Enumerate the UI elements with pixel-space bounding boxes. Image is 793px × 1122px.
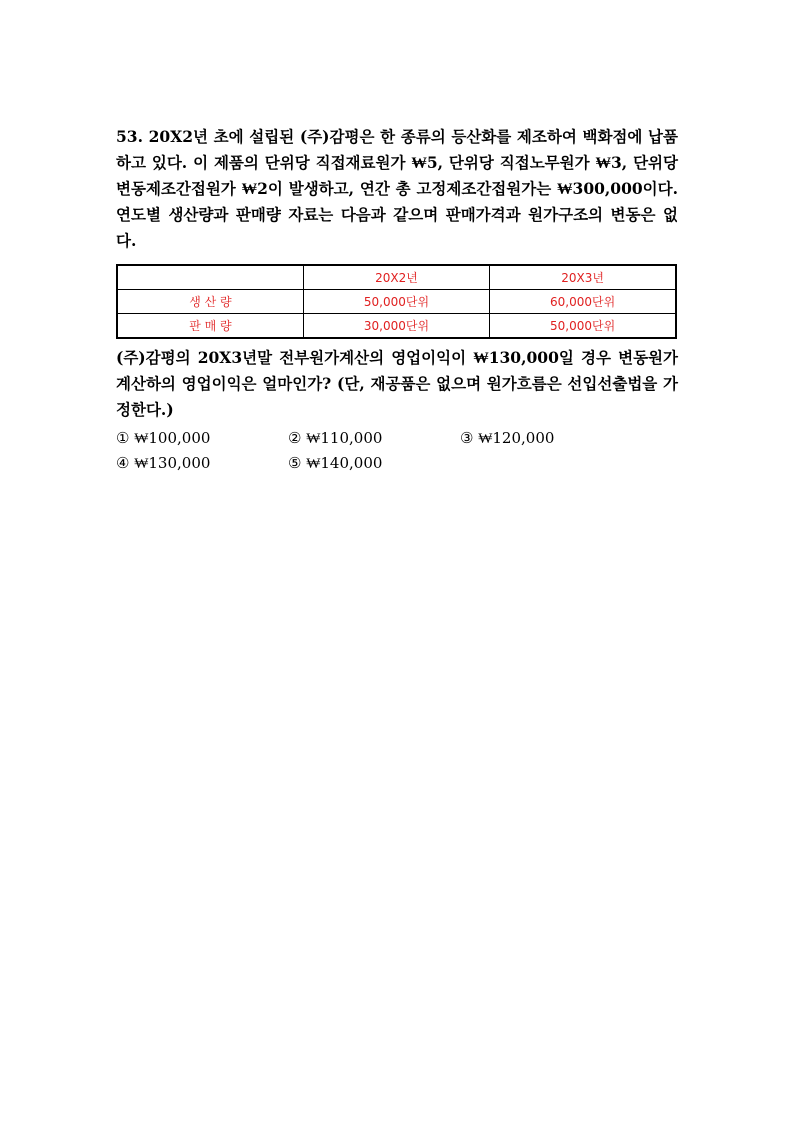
row-label-sales: 판 매 량 <box>117 314 303 339</box>
question-prompt: (주)감평의 20X3년말 전부원가계산의 영업이익이 ₩130,000일 경우 변동원가계산하의 영업이익은 얼마인가? (단, 재공품은 없으며 원가흐름은 선입선출법을 가정한다.) <box>116 348 678 419</box>
row-label-production: 생 산 량 <box>117 290 303 314</box>
option-2[interactable]: ② ₩110,000 <box>288 429 383 447</box>
question-stem: 53. 20X2년 초에 설립된 (주)감평은 한 종류의 등산화를 제조하여 백화점에 납품하고 있다. 이 제품의 단위당 직접재료원가 ₩5, 단위당 직접노무원가 ₩3, 단위당 변동제조간접원가 ₩2이 발생하고, 연간 총 고정제조간접원가는 ₩300,000이다. 연도별 생산량과 판매량 자료는 다음과 같으며 판매가격과 원가구조의 변동은 없다. <box>116 127 678 250</box>
option-5[interactable]: ⑤ ₩140,000 <box>288 454 383 472</box>
table-header-20x2: 20X2년 <box>303 265 489 290</box>
production-20x3: 60,000단위 <box>490 290 676 314</box>
production-sales-table <box>116 264 677 339</box>
options-row-1 <box>116 426 678 451</box>
sales-20x3: 50,000단위 <box>490 314 676 339</box>
options-row-2 <box>116 451 678 476</box>
answer-options <box>116 426 678 476</box>
table-header-20x3: 20X3년 <box>490 265 676 290</box>
table-header-row <box>117 265 676 290</box>
production-20x2: 50,000단위 <box>303 290 489 314</box>
option-1[interactable]: ① ₩100,000 <box>116 429 211 447</box>
option-4[interactable]: ④ ₩130,000 <box>116 454 211 472</box>
sales-20x2: 30,000단위 <box>303 314 489 339</box>
question-block <box>116 124 678 476</box>
table-header-blank <box>117 265 303 290</box>
table-row-sales <box>117 314 676 339</box>
option-3[interactable]: ③ ₩120,000 <box>460 429 555 447</box>
table-row-production <box>117 290 676 314</box>
